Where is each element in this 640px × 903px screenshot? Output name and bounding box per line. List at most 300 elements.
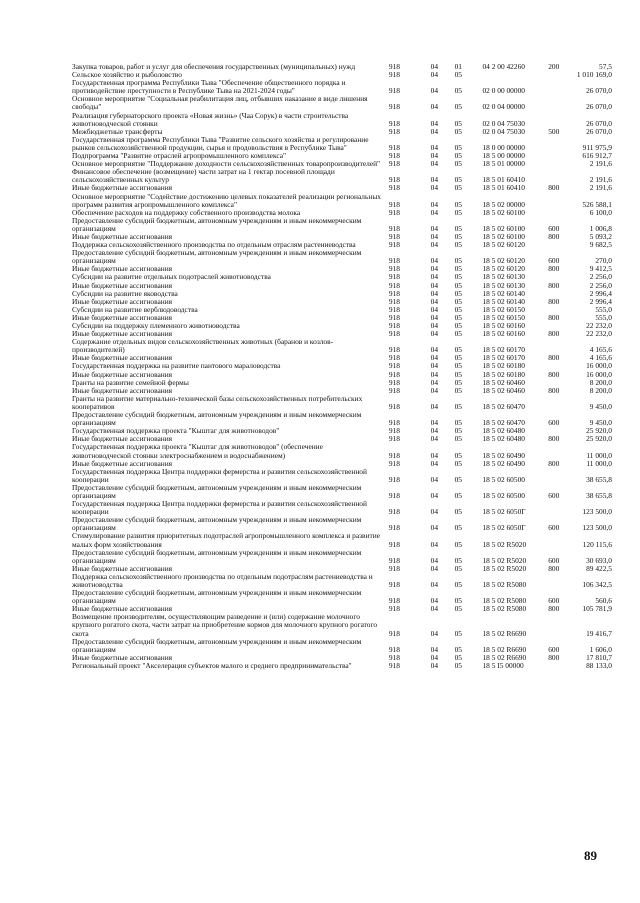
cell-pr: 05 <box>454 377 462 387</box>
cell-rz: 04 <box>430 660 439 670</box>
cell-vr: 600 <box>548 490 560 500</box>
cell-csr: 18 5 02 60130 <box>482 280 525 290</box>
cell-name: Иные бюджетные ассигнования <box>72 434 173 444</box>
cell-rz: 04 <box>430 628 439 638</box>
cell-csr: 18 5 02 60180 <box>482 369 525 379</box>
cell-ved: 918 <box>388 142 400 152</box>
cell-rz: 04 <box>430 175 439 185</box>
cell-rz: 04 <box>430 563 439 573</box>
table-row <box>72 112 612 128</box>
cell-rz: 04 <box>430 539 439 549</box>
cell-ved: 918 <box>388 507 400 517</box>
cell-name: Основное мероприятие "Поддержание доходности сельскохозяйственных товаропроизводителей" <box>72 159 381 169</box>
cell-sum: 9 450,0 <box>589 418 612 428</box>
cell-name: Государственная поддержка Центра поддержки фермерства и развития сельскохозяйственной кооперации <box>72 466 367 484</box>
cell-sum: 16 000,0 <box>586 369 612 379</box>
cell-rz: 04 <box>430 401 439 411</box>
cell-ved: 918 <box>388 321 400 330</box>
cell-sum: 2 256,0 <box>589 272 612 282</box>
cell-pr: 05 <box>454 401 462 411</box>
cell-ved: 918 <box>388 223 400 233</box>
cell-sum: 8 200,0 <box>589 377 612 387</box>
cell-rz: 04 <box>430 223 439 233</box>
cell-ved: 918 <box>388 288 400 298</box>
cell-name: Субсидии на развитие отдельных подотраслей животноводства <box>72 272 271 282</box>
cell-rz: 04 <box>430 596 439 606</box>
cell-sum: 11 000,0 <box>586 458 612 468</box>
cell-rz: 04 <box>430 272 439 282</box>
cell-ved: 918 <box>388 426 400 436</box>
cell-name: Государственная поддержка на развитие пантового мараловодства <box>72 361 281 371</box>
cell-csr: 18 5 02 60480 <box>482 434 525 444</box>
table-row <box>72 168 612 184</box>
cell-sum: 26 070,0 <box>586 126 612 136</box>
cell-ved: 918 <box>388 490 400 500</box>
cell-name: Иные бюджетные ассигнования <box>72 604 173 614</box>
cell-name: Иные бюджетные ассигнования <box>72 652 173 662</box>
cell-csr: 18 5 02 R5080 <box>482 596 527 606</box>
cell-pr: 05 <box>454 223 462 233</box>
cell-sum: 26 070,0 <box>586 102 612 112</box>
cell-vr: 800 <box>548 231 560 241</box>
cell-vr: 800 <box>548 434 560 444</box>
cell-sum: 123 500,0 <box>582 507 612 517</box>
cell-sum: 26 070,0 <box>586 118 612 128</box>
cell-rz: 04 <box>430 142 439 152</box>
cell-sum: 22 232,0 <box>586 321 612 330</box>
cell-name: Предоставление субсидий бюджетным, автономным учреждениям и иным некоммерческим организациям <box>72 636 362 654</box>
cell-ved: 918 <box>388 70 400 80</box>
cell-sum: 616 912,7 <box>582 151 612 161</box>
cell-name: Основное мероприятие "Содействие достижению целевых показателей реализации региональных программ развития агропромышленного комплекса" <box>72 191 381 209</box>
cell-rz: 04 <box>430 385 439 395</box>
cell-sum: 555,0 <box>595 304 612 314</box>
table-row <box>72 443 612 459</box>
cell-sum: 1 006,8 <box>589 223 612 233</box>
cell-sum: 38 655,8 <box>586 474 612 484</box>
cell-pr: 05 <box>454 142 462 152</box>
cell-vr: 800 <box>548 652 560 662</box>
cell-ved: 918 <box>388 458 400 468</box>
cell-pr: 05 <box>454 175 462 185</box>
table-row <box>72 549 612 565</box>
cell-ved: 918 <box>388 377 400 387</box>
cell-name: Иные бюджетные ассигнования <box>72 296 173 306</box>
cell-csr: 18 5 02 60120 <box>482 256 525 266</box>
cell-sum: 17 810,7 <box>586 652 612 662</box>
cell-name: Субсидии на поддержку племенного животноводства <box>72 321 240 330</box>
cell-name: Гранты на развитие материально-технической базы сельскохозяйственных потребительских кооперативов <box>72 393 363 411</box>
cell-pr: 05 <box>454 385 462 395</box>
cell-pr: 05 <box>454 353 462 363</box>
cell-csr: 18 5 02 60140 <box>482 288 525 298</box>
table-row <box>72 573 612 589</box>
cell-name: Подпрограмма "Развитие отраслей агропромышленного комплекса" <box>72 151 287 161</box>
table-row <box>72 217 612 233</box>
cell-rz: 04 <box>430 458 439 468</box>
cell-ved: 918 <box>388 644 400 654</box>
cell-csr: 18 5 01 00000 <box>482 159 525 169</box>
cell-name: Закупка товаров, работ и услуг для обеспечения государственных (муниципальных) нужд <box>72 62 356 71</box>
cell-csr: 18 5 02 60100 <box>482 223 525 233</box>
cell-rz: 04 <box>430 159 439 169</box>
cell-csr: 18 5 02 R6690 <box>482 628 527 638</box>
cell-name: Финансовое обеспечение (возмещение) части затрат на 1 гектар посевной площади сельскохозяйственных культур <box>72 167 335 185</box>
budget-table <box>72 63 612 670</box>
cell-vr: 800 <box>548 296 560 306</box>
cell-name: Иные бюджетные ассигнования <box>72 353 173 363</box>
table-row <box>72 468 612 484</box>
cell-csr: 18 5 02 60180 <box>482 361 525 371</box>
cell-rz: 04 <box>430 151 439 161</box>
cell-rz: 04 <box>430 240 439 250</box>
cell-pr: 05 <box>454 231 462 241</box>
cell-ved: 918 <box>388 256 400 266</box>
cell-name: Обеспечение расходов на поддержку собственного производства молока <box>72 207 301 217</box>
cell-vr: 800 <box>548 329 560 339</box>
cell-rz: 04 <box>430 507 439 517</box>
cell-pr: 05 <box>454 555 462 565</box>
cell-csr: 18 5 00 00000 <box>482 151 525 161</box>
cell-rz: 04 <box>430 256 439 266</box>
cell-ved: 918 <box>388 280 400 290</box>
cell-rz: 04 <box>430 490 439 500</box>
cell-sum: 25 920,0 <box>586 434 612 444</box>
table-row <box>72 532 612 548</box>
cell-sum: 5 093,2 <box>589 231 612 241</box>
cell-name: Иные бюджетные ассигнования <box>72 312 173 322</box>
cell-pr: 05 <box>454 86 462 96</box>
cell-ved: 918 <box>388 175 400 185</box>
cell-csr: 18 5 02 60120 <box>482 240 525 250</box>
cell-ved: 918 <box>388 264 400 274</box>
cell-sum: 89 422,5 <box>586 563 612 573</box>
table-row <box>72 338 612 354</box>
cell-rz: 04 <box>430 434 439 444</box>
cell-rz: 04 <box>430 580 439 589</box>
table-row <box>72 411 612 427</box>
cell-ved: 918 <box>388 272 400 282</box>
cell-rz: 04 <box>430 86 439 96</box>
cell-csr: 18 5 01 60410 <box>482 175 525 185</box>
cell-name: Предоставление субсидий бюджетным, автономным учреждениям и иным некоммерческим организациям <box>72 588 362 606</box>
cell-name: Предоставление субсидий бюджетным, автономным учреждениям и иным некоммерческим организациям <box>72 215 362 233</box>
cell-csr: 18 5 02 6050Г <box>482 507 526 517</box>
cell-csr: 18 0 00 00000 <box>482 142 525 152</box>
cell-pr: 05 <box>454 70 462 80</box>
cell-name: Государственная поддержка проекта "Кыштаг для животноводов" <box>72 426 280 436</box>
cell-vr: 800 <box>548 312 560 322</box>
cell-rz: 04 <box>430 280 439 290</box>
table-row <box>72 662 612 670</box>
cell-rz: 04 <box>430 102 439 112</box>
table-row <box>72 589 612 605</box>
cell-csr: 02 0 04 75030 <box>482 118 525 128</box>
cell-pr: 05 <box>454 126 462 136</box>
cell-name: Государственная программа Республики Тыва "Развитие сельского хозяйства и регулирование рынков сельскохозяйственной продукции, сырья и продовольствия в Республике Тыва" <box>72 134 369 152</box>
cell-rz: 04 <box>430 312 439 322</box>
cell-name: Субсидии на развитие яководства <box>72 288 178 298</box>
cell-pr: 05 <box>454 523 462 533</box>
cell-rz: 04 <box>430 321 439 330</box>
cell-pr: 05 <box>454 369 462 379</box>
cell-pr: 05 <box>454 507 462 517</box>
cell-ved: 918 <box>388 62 400 71</box>
cell-pr: 05 <box>454 102 462 112</box>
cell-pr: 05 <box>454 426 462 436</box>
cell-csr: 18 5 02 60460 <box>482 385 525 395</box>
cell-vr: 600 <box>548 596 560 606</box>
cell-sum: 19 416,7 <box>586 628 612 638</box>
cell-csr: 18 5 02 60470 <box>482 418 525 428</box>
cell-name: Основное мероприятие "Социальная реабилитация лиц, отбывших наказание в виде лишения свободы" <box>72 94 368 112</box>
cell-csr: 18 5 02 00000 <box>482 199 525 209</box>
cell-csr: 04 2 00 42260 <box>482 62 525 71</box>
cell-vr: 200 <box>548 62 560 71</box>
cell-sum: 8 200,0 <box>589 385 612 395</box>
cell-csr: 18 5 01 60410 <box>482 183 525 193</box>
cell-csr: 18 5 02 60100 <box>482 231 525 241</box>
cell-ved: 918 <box>388 118 400 128</box>
cell-ved: 918 <box>388 240 400 250</box>
cell-ved: 918 <box>388 628 400 638</box>
cell-csr: 18 5 02 60490 <box>482 458 525 468</box>
cell-ved: 918 <box>388 385 400 395</box>
cell-pr: 05 <box>454 272 462 282</box>
cell-vr: 800 <box>548 353 560 363</box>
cell-pr: 05 <box>454 628 462 638</box>
cell-ved: 918 <box>388 345 400 355</box>
table-row <box>72 193 612 209</box>
cell-pr: 05 <box>454 604 462 614</box>
cell-sum: 106 342,5 <box>582 580 612 589</box>
cell-ved: 918 <box>388 199 400 209</box>
cell-pr: 05 <box>454 563 462 573</box>
cell-sum: 123 500,0 <box>582 523 612 533</box>
cell-csr: 18 5 02 R5020 <box>482 555 527 565</box>
cell-name: Стимулирование развития приоритетных подотраслей агропромышленного комплекса и развитие малых форм хозяйствования <box>72 531 380 549</box>
cell-rz: 04 <box>430 555 439 565</box>
cell-csr: 18 5 02 60150 <box>482 312 525 322</box>
cell-name: Предоставление субсидий бюджетным, автономным учреждениям и иным некоммерческим организациям <box>72 248 362 266</box>
cell-sum: 120 115,6 <box>582 539 612 549</box>
cell-vr: 800 <box>548 604 560 614</box>
cell-vr: 800 <box>548 280 560 290</box>
cell-rz: 04 <box>430 329 439 339</box>
table-row <box>72 516 612 532</box>
cell-sum: 2 256,0 <box>589 280 612 290</box>
cell-csr: 18 5 02 60470 <box>482 401 525 411</box>
cell-pr: 05 <box>454 256 462 266</box>
cell-ved: 918 <box>388 207 400 217</box>
cell-name: Иные бюджетные ассигнования <box>72 563 173 573</box>
cell-sum: 105 781,9 <box>582 604 612 614</box>
cell-sum: 26 070,0 <box>586 86 612 96</box>
cell-csr: 18 5 02 60490 <box>482 450 525 460</box>
cell-sum: 30 693,0 <box>586 555 612 565</box>
cell-rz: 04 <box>430 288 439 298</box>
cell-sum: 555,0 <box>595 312 612 322</box>
cell-pr: 05 <box>454 321 462 330</box>
cell-sum: 11 000,0 <box>586 450 612 460</box>
cell-csr: 18 5 02 60170 <box>482 345 525 355</box>
cell-rz: 04 <box>430 199 439 209</box>
cell-rz: 04 <box>430 231 439 241</box>
cell-name: Иные бюджетные ассигнования <box>72 231 173 241</box>
table-row <box>72 249 612 265</box>
cell-sum: 560,6 <box>595 596 612 606</box>
cell-csr: 18 5 02 60170 <box>482 353 525 363</box>
cell-sum: 38 655,8 <box>586 490 612 500</box>
cell-pr: 05 <box>454 644 462 654</box>
cell-name: Иные бюджетные ассигнования <box>72 369 173 379</box>
cell-csr: 18 5 I5 00000 <box>482 660 524 670</box>
cell-pr: 05 <box>454 264 462 274</box>
cell-ved: 918 <box>388 418 400 428</box>
cell-pr: 05 <box>454 199 462 209</box>
cell-name: Государственная поддержка Центра поддержки фермерства и развития сельскохозяйственной кооперации <box>72 499 367 517</box>
cell-sum: 16 000,0 <box>586 361 612 371</box>
cell-name: Поддержка сельскохозяйственного производства по отдельным отраслям растениеводства <box>72 240 356 250</box>
cell-ved: 918 <box>388 231 400 241</box>
cell-rz: 04 <box>430 604 439 614</box>
cell-pr: 05 <box>454 159 462 169</box>
cell-sum: 9 682,5 <box>589 240 612 250</box>
cell-ved: 918 <box>388 474 400 484</box>
cell-name: Государственная программа Республики Тыва "Обеспечение общественного порядка и противодействие преступности в Республике Тыва на 2021-2024 годы" <box>72 78 346 96</box>
cell-ved: 918 <box>388 660 400 670</box>
cell-name: Сельское хозяйство и рыболовство <box>72 70 182 80</box>
cell-pr: 05 <box>454 450 462 460</box>
cell-ved: 918 <box>388 329 400 339</box>
cell-rz: 04 <box>430 62 439 71</box>
cell-pr: 05 <box>454 151 462 161</box>
cell-rz: 04 <box>430 361 439 371</box>
table-row <box>72 500 612 516</box>
cell-rz: 04 <box>430 426 439 436</box>
cell-ved: 918 <box>388 555 400 565</box>
cell-csr: 18 5 02 60500 <box>482 474 525 484</box>
cell-rz: 04 <box>430 304 439 314</box>
cell-name: Предоставление субсидий бюджетным, автономным учреждениям и иным некоммерческим организациям <box>72 515 362 533</box>
cell-sum: 57,5 <box>599 62 612 71</box>
cell-vr: 600 <box>548 418 560 428</box>
cell-rz: 04 <box>430 523 439 533</box>
cell-ved: 918 <box>388 296 400 306</box>
cell-csr: 18 5 02 60480 <box>482 426 525 436</box>
cell-name: Субсидии на развитие верблюдоводства <box>72 304 198 314</box>
cell-name: Содержание отдельных видов сельскохозяйственных животных (баранов и козлов-производителей) <box>72 337 334 355</box>
cell-ved: 918 <box>388 450 400 460</box>
cell-rz: 04 <box>430 377 439 387</box>
cell-rz: 04 <box>430 345 439 355</box>
cell-ved: 918 <box>388 86 400 96</box>
cell-sum: 270,0 <box>595 256 612 266</box>
cell-pr: 05 <box>454 361 462 371</box>
cell-rz: 04 <box>430 652 439 662</box>
cell-pr: 05 <box>454 240 462 250</box>
cell-rz: 04 <box>430 644 439 654</box>
cell-sum: 88 133,0 <box>586 660 612 670</box>
cell-sum: 2 191,6 <box>589 159 612 169</box>
cell-vr: 800 <box>548 563 560 573</box>
cell-name: Предоставление субсидий бюджетным, автономным учреждениям и иным некоммерческим организациям <box>72 547 362 565</box>
cell-csr: 18 5 02 60160 <box>482 321 525 330</box>
cell-rz: 04 <box>430 296 439 306</box>
cell-vr: 600 <box>548 644 560 654</box>
cell-csr: 18 5 02 60500 <box>482 490 525 500</box>
cell-name: Государственная поддержка проекта "Кыштаг для животноводов" (обеспечение животноводческой стоянки электроснабжением и водоснабжением) <box>72 442 323 460</box>
cell-ved: 918 <box>388 183 400 193</box>
cell-csr: 18 5 02 R5080 <box>482 580 527 589</box>
cell-name: Иные бюджетные ассигнования <box>72 329 173 339</box>
cell-sum: 25 920,0 <box>586 426 612 436</box>
cell-rz: 04 <box>430 126 439 136</box>
cell-rz: 04 <box>430 70 439 80</box>
cell-pr: 05 <box>454 580 462 589</box>
cell-ved: 918 <box>388 604 400 614</box>
cell-csr: 02 0 04 00000 <box>482 102 525 112</box>
cell-csr: 18 5 02 60130 <box>482 272 525 282</box>
cell-csr: 18 5 02 60160 <box>482 329 525 339</box>
cell-rz: 04 <box>430 474 439 484</box>
cell-name: Возмещение производителям, осуществляющим разведение и (или) содержание молочного крупного рогатого скота, части затрат на приобретение кормов для молочного крупного рогатого скота <box>72 612 378 638</box>
cell-sum: 2 191,6 <box>589 183 612 193</box>
cell-vr: 600 <box>548 523 560 533</box>
cell-csr: 02 0 00 00000 <box>482 86 525 96</box>
cell-csr: 18 5 02 60140 <box>482 296 525 306</box>
cell-vr: 600 <box>548 256 560 266</box>
cell-sum: 4 165,6 <box>589 345 612 355</box>
cell-ved: 918 <box>388 401 400 411</box>
page-number: 89 <box>584 848 597 863</box>
cell-pr: 05 <box>454 296 462 306</box>
cell-sum: 4 165,6 <box>589 353 612 363</box>
cell-rz: 04 <box>430 418 439 428</box>
cell-ved: 918 <box>388 596 400 606</box>
cell-pr: 05 <box>454 596 462 606</box>
cell-ved: 918 <box>388 434 400 444</box>
cell-name: Предоставление субсидий бюджетным, автономным учреждениям и иным некоммерческим организациям <box>72 410 362 428</box>
cell-ved: 918 <box>388 151 400 161</box>
cell-name: Реализация губернаторского проекта «Новая жизнь» (Чаа Сорук) в части строительства животноводческой стоянки <box>72 110 349 128</box>
cell-pr: 05 <box>454 207 462 217</box>
cell-csr: 18 5 02 6050Г <box>482 523 526 533</box>
cell-rz: 04 <box>430 207 439 217</box>
cell-sum: 911 975,9 <box>582 142 612 152</box>
cell-csr: 18 5 02 R6690 <box>482 644 527 654</box>
cell-ved: 918 <box>388 523 400 533</box>
cell-rz: 04 <box>430 353 439 363</box>
cell-csr: 18 5 02 60150 <box>482 304 525 314</box>
cell-ved: 918 <box>388 312 400 322</box>
cell-sum: 9 450,0 <box>589 401 612 411</box>
cell-csr: 18 5 02 R5020 <box>482 539 527 549</box>
cell-csr: 18 5 02 60460 <box>482 377 525 387</box>
cell-sum: 1 010 169,0 <box>576 70 612 80</box>
cell-sum: 2 996,4 <box>589 296 612 306</box>
table-row <box>72 613 612 637</box>
cell-csr: 18 5 02 R5080 <box>482 604 527 614</box>
cell-ved: 918 <box>388 539 400 549</box>
cell-csr: 18 5 02 60100 <box>482 207 525 217</box>
cell-csr: 18 5 02 R5020 <box>482 563 527 573</box>
cell-sum: 22 232,0 <box>586 329 612 339</box>
cell-ved: 918 <box>388 102 400 112</box>
cell-ved: 918 <box>388 369 400 379</box>
cell-name: Региональный проект "Акселерация субъектов малого и среднего предпринимательства" <box>72 660 352 670</box>
cell-csr: 02 0 04 75030 <box>482 126 525 136</box>
